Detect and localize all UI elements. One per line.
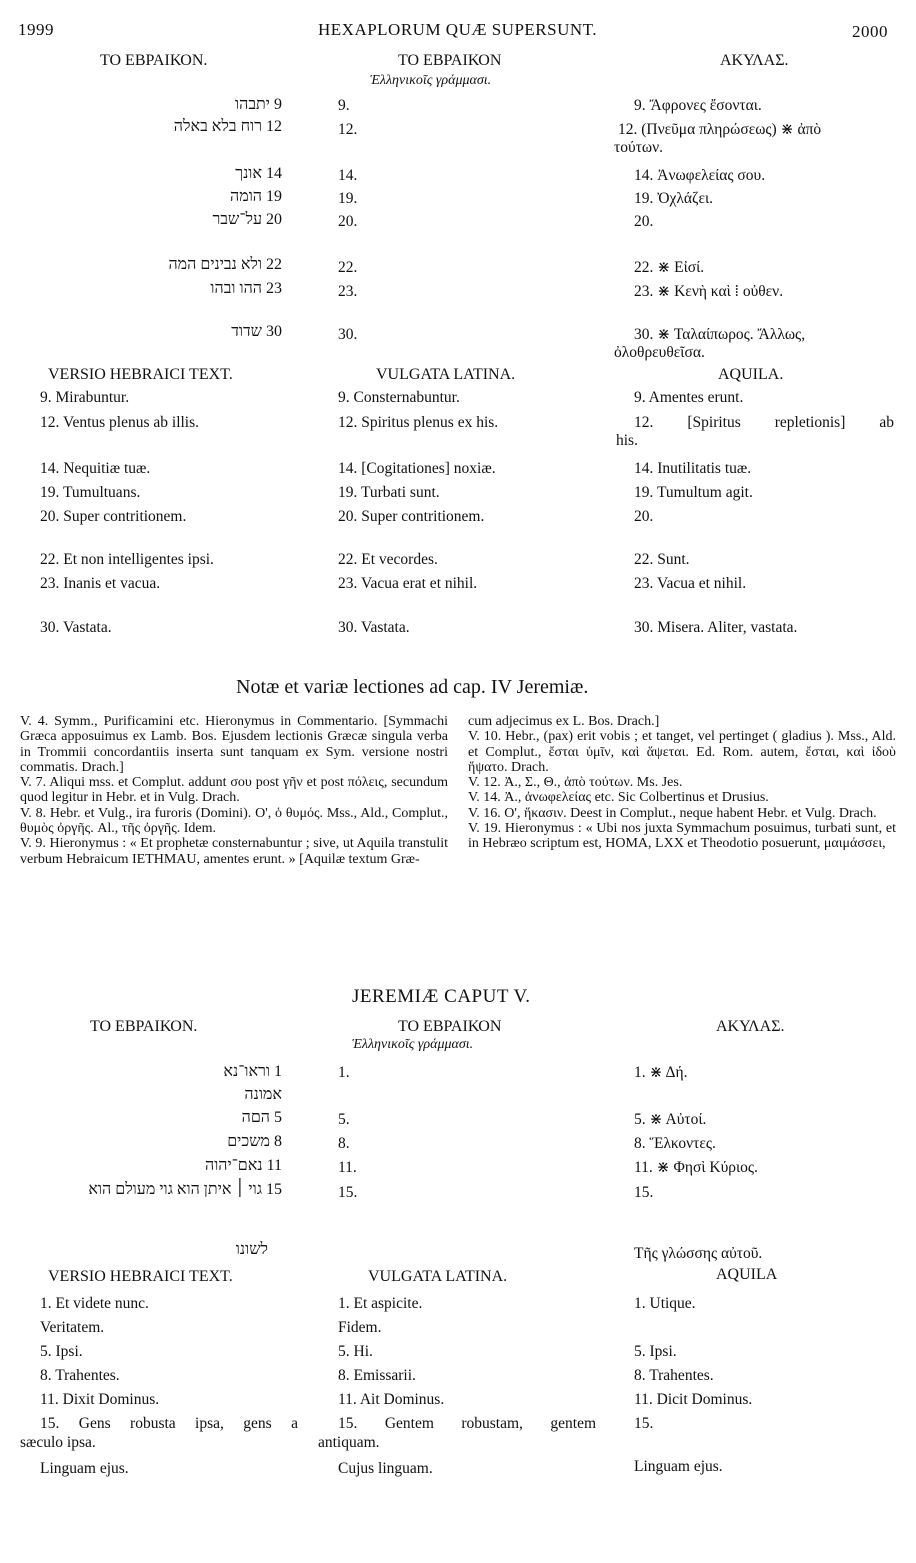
aquila-greek-line: 8. Ἕλκοντες. (634, 1135, 716, 1152)
translit-line: 22. (338, 259, 358, 276)
note-paragraph: V. 8. Hebr. et Vulg., ira furoris (Domini). Ο', ὁ θυμός. Mss., Ald., Complut., θυμὸς ὀργῆς. Al., τῆς ὀργῆς. Idem. (20, 805, 448, 837)
versio-line: 20. Super contritionem. (40, 508, 187, 525)
note-paragraph: V. 10. Hebr., (pax) erit vobis ; et tanget, vel pertinget ( gladius ). Mss., Ald. et Complut., ἔσται ὑμῖν, καὶ ἅψεται. Ed. Rom. autem, ἔσται, καὶ ἰδοὺ ἥψατο. Drach. (468, 729, 896, 775)
versio-line: Veritatem. (40, 1319, 105, 1336)
running-title: HEXAPLORUM QUÆ SUPERSUNT. (318, 20, 598, 39)
hebrew-line: 23 ההו ובהו (210, 280, 282, 297)
note-paragraph: cum adjecimus ex L. Bos. Drach.] (468, 714, 660, 729)
aquila-latin-line: 22. Sunt. (634, 551, 690, 568)
chapter-title: JEREMIÆ CAPUT V. (352, 986, 531, 1007)
vulgata-line: 1. Et aspicite. (338, 1295, 423, 1312)
translit-line: 11. (338, 1159, 357, 1176)
notes-right-column (468, 714, 896, 852)
aquila-greek-line: 1. ⋇ Δή. (634, 1064, 688, 1081)
versio-line: 30. Vastata. (40, 619, 112, 636)
translit-line: 23. (338, 283, 358, 300)
notes-heading: Notæ et variæ lectiones ad cap. IV Jeremiæ. (236, 676, 589, 698)
hebrew-line: 9 יתבהו (235, 96, 282, 113)
translit-line: 30. (338, 326, 358, 343)
note-paragraph: V. 14. Ἀ., ἀνωφελείας etc. Sic Colbertinus et Drusius. (468, 790, 769, 806)
hebrew-line: לשונו (235, 1241, 268, 1258)
aquila-greek-line: τούτων. (614, 139, 663, 156)
vulgata-line: 14. [Cogitationes] noxiæ. (338, 460, 496, 477)
vulgata-line: 8. Emissarii. (338, 1367, 416, 1384)
versio-line: 5. Ipsi. (40, 1343, 83, 1360)
col-versio-header: VERSIO HEBRAICI TEXT. (48, 366, 233, 383)
vulgata-line: Fidem. (338, 1319, 382, 1336)
note-paragraph: V. 12. Ἀ., Σ., Θ., ἀπὸ τούτων. Ms. Jes. (468, 775, 683, 791)
aquila-latin-line: 20. (634, 508, 654, 525)
aquila-greek-line: Τῆς γλώσσης αὐτοῦ. (634, 1245, 763, 1262)
translit-line: 9. (338, 97, 350, 114)
col-hebrew-header: ΤΟ ΕΒΡΑΙΚΟΝ. (100, 52, 208, 69)
hebrew-line: 1 וראו־נא (223, 1063, 282, 1080)
translit-line: 19. (338, 190, 358, 207)
col-aquila-latin-header: AQUILA. (718, 366, 784, 383)
hebrew-line: 30 שדוד (231, 323, 282, 340)
versio-line: 8. Trahentes. (40, 1367, 120, 1384)
versio-line: 9. Mirabuntur. (40, 389, 130, 406)
aquila-latin-line: 15. (634, 1415, 654, 1432)
col-translit-header: ΤΟ ΕΒΡΑΙΚΟΝ (398, 1018, 502, 1035)
hebrew-line: 11 נאם־יהוה (204, 1157, 282, 1174)
aquila-latin-line: 14. Inutilitatis tuæ. (634, 460, 752, 477)
vulgata-line: 23. Vacua erat et nihil. (338, 575, 478, 592)
aquila-latin-line: 1. Utique. (634, 1295, 696, 1312)
versio-line: 23. Inanis et vacua. (40, 575, 161, 592)
vulgata-line: 22. Et vecordes. (338, 551, 438, 568)
vulgata-line: 12. Spiritus plenus ex his. (338, 414, 499, 431)
translit-line: 5. (338, 1111, 350, 1128)
aquila-latin-line: 8. Trahentes. (634, 1367, 714, 1384)
page-number-right: 2000 (852, 22, 888, 41)
aquila-greek-line: 9. Ἄφρονες ἔσονται. (634, 97, 762, 114)
aquila-latin-line: 23. Vacua et nihil. (634, 575, 747, 592)
versio-line: Linguam ejus. (40, 1460, 129, 1477)
vulgata-line: 9. Consternabuntur. (338, 389, 460, 406)
vulgata-line: 19. Turbati sunt. (338, 484, 440, 501)
hebrew-line: 20 על־שבר (212, 211, 282, 228)
vulgata-line: 15. Gentem robustam, gentem (338, 1415, 596, 1432)
hebrew-line: 19 הומה (230, 188, 282, 205)
hebrew-line: 15 גוי ׀ איתן הוא גוי מעולם הוא (88, 1181, 282, 1198)
col-translit-subheader: Ἑλληνικοῖς γράμμασι. (352, 1037, 474, 1052)
hebrew-line: 12 רוח בלא באלה (173, 118, 282, 135)
aquila-greek-line: 11. ⋇ Φησὶ Κύριος. (634, 1159, 758, 1176)
col-vulgata-header: VULGATA LATINA. (376, 366, 516, 383)
hebrew-line: 22 ולא נבינים המה (168, 256, 282, 273)
vulgata-line: 20. Super contritionem. (338, 508, 485, 525)
vulgata-line: Cujus linguam. (338, 1460, 433, 1477)
translit-line: 1. (338, 1064, 350, 1081)
aquila-greek-line: 12. (Πνεῦμα πληρώσεως) ⋇ ἀπὸ (618, 121, 822, 138)
col-translit-subheader: Ἑλληνικοῖς γράμμασι. (370, 73, 492, 88)
aquila-latin-line: 12. [Spiritus repletionis] ab (634, 414, 894, 431)
col-vulgata-header: VULGATA LATINA. (368, 1268, 508, 1285)
hebrew-line: 8 משכים (227, 1133, 282, 1150)
hebrew-line: 14 אונך (235, 165, 282, 182)
col-aquila-latin-header: AQUILA (716, 1266, 778, 1283)
col-aquila-header: ΑΚΥΛΑΣ. (716, 1018, 785, 1035)
translit-line: 20. (338, 213, 358, 230)
aquila-greek-line: 20. (634, 213, 654, 230)
notes-left-column (20, 714, 448, 867)
note-paragraph: V. 7. Aliqui mss. et Complut. addunt σου post γῆν et post πόλεις, secundum quod legitur in Hebr. et in Vulg. Drach. (20, 775, 448, 806)
aquila-greek-line: 15. (634, 1184, 654, 1201)
note-paragraph: V. 9. Hieronymus : « Et prophetæ consternabuntur ; sive, ut Aquila transtulit verbum Hebraicum IETHMAU, amentes erunt. » [Aquilæ textum Græ- (20, 836, 448, 867)
translit-line: 15. (338, 1184, 358, 1201)
hebrew-line: אמונה (244, 1086, 282, 1103)
versio-line: 22. Et non intelligentes ipsi. (40, 551, 214, 568)
aquila-greek-line: 5. ⋇ Αὐτοί. (634, 1111, 707, 1128)
versio-line: 14. Nequitiæ tuæ. (40, 460, 151, 477)
aquila-latin-line: 11. Dicit Dominus. (634, 1391, 753, 1408)
note-paragraph: V. 19. Hieronymus : « Ubi nos juxta Symmachum posuimus, turbati sunt, et in Hebræo scriptum est, HOMA, LXX et Theodotio posuerunt, μαιμάσσει, (468, 821, 896, 852)
aquila-greek-line: 14. Ἀνωφελείας σου. (634, 167, 766, 184)
vulgata-line: 30. Vastata. (338, 619, 410, 636)
col-hebrew-header: ΤΟ ΕΒΡΑΙΚΟΝ. (90, 1018, 198, 1035)
page-number-left: 1999 (18, 20, 54, 39)
note-paragraph: V. 4. Symm., Purificamini etc. Hieronymus in Commentario. [Symmachi Græca apposuimus ex Lamb. Bos. Ejusdem lectionis Græcæ singula verba in Trommii concordantiis inserta sunt tanquam ex Sym. versione nostri commatis. Drach.] (20, 714, 448, 775)
aquila-greek-line: ὀλοθρευθεῖσα. (614, 344, 705, 361)
aquila-latin-line: 9. Amentes erunt. (634, 389, 744, 406)
note-paragraph: V. 16. Ο', ἥκασιν. Deest in Complut., neque habent Hebr. et Vulg. Drach. (468, 805, 877, 821)
versio-line: 15. Gens robusta ipsa, gens a (40, 1415, 298, 1432)
vulgata-line: 5. Hi. (338, 1343, 373, 1360)
hebrew-line: 5 הםה (241, 1109, 282, 1126)
translit-line: 14. (338, 167, 358, 184)
vulgata-line: antiquam. (318, 1434, 380, 1451)
aquila-greek-line: 23. ⋇ Κενὴ καὶ ⁞ οὐθεν. (634, 283, 784, 300)
versio-line: sæculo ipsa. (20, 1434, 96, 1451)
aquila-latin-line: 30. Misera. Aliter, vastata. (634, 619, 798, 636)
translit-line: 8. (338, 1135, 350, 1152)
aquila-latin-line: 19. Tumultum agit. (634, 484, 753, 501)
aquila-greek-line: 19. Ὀχλάζει. (634, 190, 713, 207)
aquila-latin-line: Linguam ejus. (634, 1458, 723, 1475)
col-translit-header: ΤΟ ΕΒΡΑΙΚΟΝ (398, 52, 502, 69)
versio-line: 12. Ventus plenus ab illis. (40, 414, 200, 431)
col-aquila-header: ΑΚΥΛΑΣ. (720, 52, 789, 69)
versio-line: 19. Tumultuans. (40, 484, 141, 501)
aquila-greek-line: 30. ⋇ Ταλαίπωρος. Ἄλλως, (634, 326, 806, 343)
versio-line: 1. Et videte nunc. (40, 1295, 149, 1312)
aquila-latin-line: 5. Ipsi. (634, 1343, 677, 1360)
col-versio-header: VERSIO HEBRAICI TEXT. (48, 1268, 233, 1285)
translit-line: 12. (338, 121, 358, 138)
aquila-latin-line: his. (616, 432, 638, 449)
aquila-greek-line: 22. ⋇ Εἰσί. (634, 259, 705, 276)
vulgata-line: 11. Ait Dominus. (338, 1391, 445, 1408)
versio-line: 11. Dixit Dominus. (40, 1391, 160, 1408)
